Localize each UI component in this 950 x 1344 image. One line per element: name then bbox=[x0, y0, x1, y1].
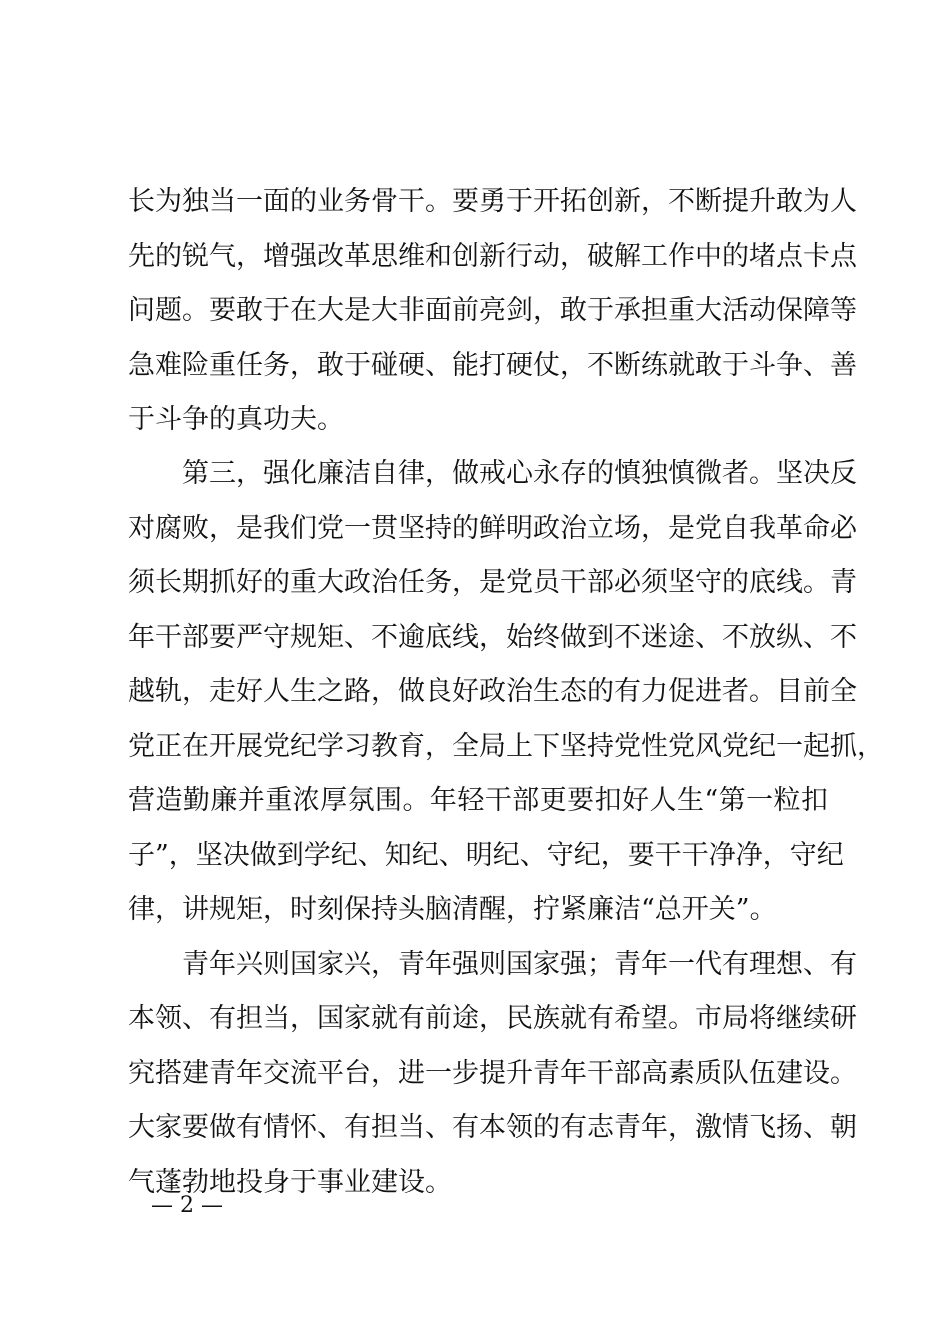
text-line: 子”，坚决做到学纪、知纪、明纪、守纪，要干干净净，守纪 bbox=[128, 840, 844, 871]
text-line: 年干部要严守规矩、不逾底线，始终做到不迷途、不放纵、不 bbox=[128, 622, 857, 653]
text-line: 于斗争的真功夫。 bbox=[128, 404, 344, 435]
text-line: 越轨，走好人生之路，做良好政治生态的有力促进者。目前全 bbox=[128, 676, 857, 707]
text-line: 问题。要敢于在大是大非面前亮剑，敢于承担重大活动保障等 bbox=[128, 295, 857, 326]
text-line: 究搭建青年交流平台，进一步提升青年干部高素质队伍建设。 bbox=[128, 1058, 857, 1089]
text-line: 本领、有担当，国家就有前途，民族就有希望。市局将继续研 bbox=[128, 1003, 857, 1034]
text-line: 急难险重任务，敢于碰硬、能打硬仗，不断练就敢于斗争、善 bbox=[128, 350, 857, 381]
page-number: — 2 — bbox=[151, 1193, 223, 1218]
text-line: 长为独当一面的业务骨干。要勇于开拓创新，不断提升敢为人 bbox=[128, 186, 857, 217]
text-line: 气蓬勃地投身于事业建设。 bbox=[128, 1167, 452, 1198]
text-line: 党正在开展党纪学习教育，全局上下坚持党性党风党纪一起抓， bbox=[128, 731, 884, 762]
text-line: 须长期抓好的重大政治任务，是党员干部必须坚守的底线。青 bbox=[128, 567, 857, 598]
paragraph-first-line: 青年兴则国家兴，青年强则国家强；青年一代有理想、有 bbox=[182, 949, 857, 980]
text-line: 律，讲规矩，时刻保持头脑清醒，拧紧廉洁“总开关”。 bbox=[128, 894, 777, 925]
paragraph-first-line: 第三，强化廉洁自律，做戒心永存的慎独慎微者。坚决反 bbox=[182, 458, 857, 489]
text-line: 大家要做有情怀、有担当、有本领的有志青年，激情飞扬、朝 bbox=[128, 1112, 857, 1143]
text-line: 营造勤廉并重浓厚氛围。年轻干部更要扣好人生“第一粒扣 bbox=[128, 785, 828, 816]
text-line: 对腐败，是我们党一贯坚持的鲜明政治立场，是党自我革命必 bbox=[128, 513, 857, 544]
text-line: 先的锐气，增强改革思维和创新行动，破解工作中的堵点卡点 bbox=[128, 241, 857, 272]
